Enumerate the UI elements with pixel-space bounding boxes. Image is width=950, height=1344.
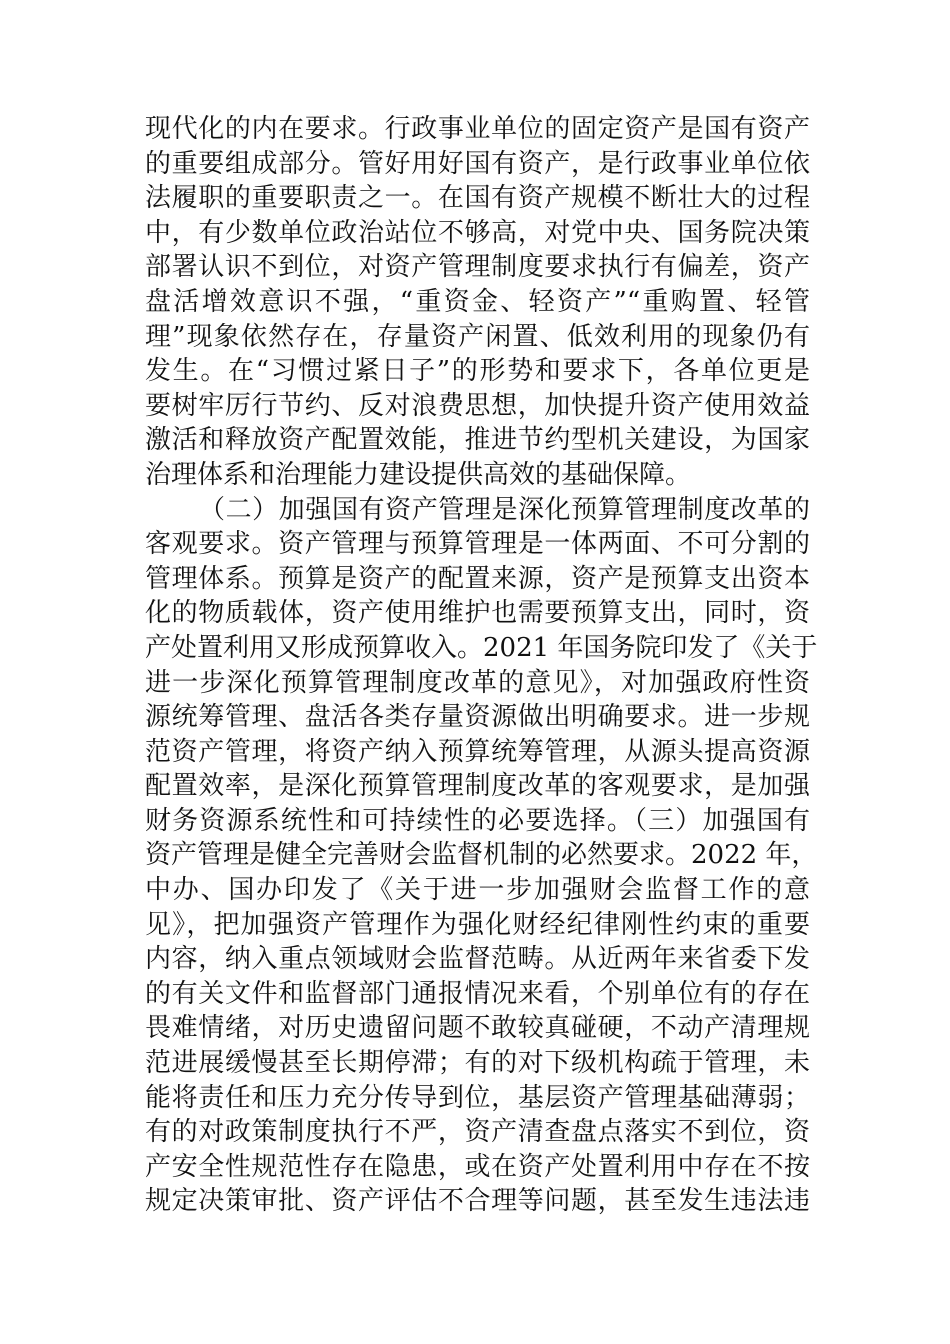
text-line: 部署认识不到位，对资产管理制度要求执行有偏差，资产: [145, 252, 810, 283]
text-line: 理”现象依然存在，存量资产闲置、低效利用的现象仍有: [145, 321, 810, 352]
text-line: 中办、国办印发了《关于进一步加强财会监督工作的意: [145, 875, 810, 906]
text-line: 资产管理是健全完善财会监督机制的必然要求。2022 年，: [145, 840, 818, 871]
text-line: 要树牢厉行节约、反对浪费思想，加快提升资产使用效益: [145, 390, 810, 421]
text-line: 现代化的内在要求。行政事业单位的固定资产是国有资产: [145, 114, 810, 144]
text-line: 范进展缓慢甚至长期停滞；有的对下级机构疏于管理，未: [145, 1048, 810, 1079]
text-line: 有的对政策制度执行不严，资产清查盘点落实不到位，资: [145, 1117, 810, 1148]
text-line: 的重要组成部分。管好用好国有资产，是行政事业单位依: [145, 148, 810, 179]
text-line: 发生。在“习惯过紧日子”的形势和要求下，各单位更是: [145, 356, 810, 387]
text-line: 财务资源系统性和可持续性的必要选择。（三）加强国有: [145, 805, 810, 836]
body-text: [145, 112, 818, 1219]
text-line: 能将责任和压力充分传导到位，基层资产管理基础薄弱；: [145, 1082, 810, 1113]
text-line: 管理体系。预算是资产的配置来源，资产是预算支出资本: [145, 563, 810, 594]
text-line: 内容，纳入重点领域财会监督范畴。从近两年来省委下发: [145, 944, 810, 975]
text-line: 产处置利用又形成预算收入。2021 年国务院印发了《关于: [145, 632, 818, 663]
text-line: 范资产管理，将资产纳入预算统筹管理，从源头提高资源: [145, 736, 810, 767]
text-line: 产安全性规范性存在隐患，或在资产处置利用中存在不按: [145, 1151, 810, 1182]
text-line: 盘活增效意识不强，“重资金、轻资产”“重购置、轻管: [145, 286, 810, 317]
text-line: 配置效率，是深化预算管理制度改革的客观要求，是加强: [145, 771, 810, 802]
text-line: 见》，把加强资产管理作为强化财经纪律刚性约束的重要: [145, 909, 810, 940]
text-line: 进一步深化预算管理制度改革的意见》，对加强政府性资: [145, 667, 810, 698]
text-line: 的有关文件和监督部门通报情况来看，个别单位有的存在: [145, 978, 810, 1009]
paragraph-end-line: 治理体系和治理能力建设提供高效的基础保障。: [145, 459, 692, 490]
text-line: 中，有少数单位政治站位不够高，对党中央、国务院决策: [145, 217, 810, 248]
text-line: 源统筹管理、盘活各类存量资源做出明确要求。进一步规: [145, 702, 810, 733]
text-line: 法履职的重要职责之一。在国有资产规模不断壮大的过程: [145, 183, 810, 214]
text-line: 规定决策审批、资产评估不合理等问题，甚至发生违法违: [145, 1186, 810, 1217]
text-line: 畏难情绪，对历史遗留问题不敢较真碰硬，不动产清理规: [145, 1013, 810, 1044]
text-line: 客观要求。资产管理与预算管理是一体两面、不可分割的: [145, 529, 810, 560]
text-line: 化的物质载体，资产使用维护也需要预算支出，同时，资: [145, 598, 810, 629]
paragraph-start-line: （二）加强国有资产管理是深化预算管理制度改革的: [199, 494, 810, 525]
text-line: 激活和释放资产配置效能，推进节约型机关建设，为国家: [145, 425, 810, 456]
